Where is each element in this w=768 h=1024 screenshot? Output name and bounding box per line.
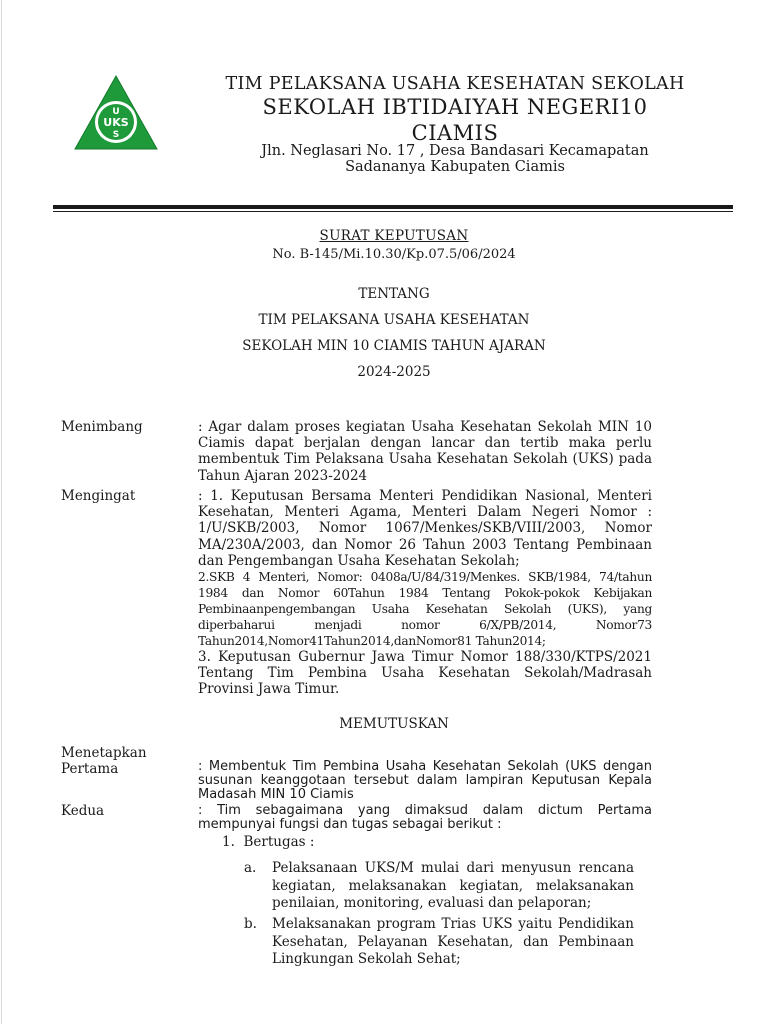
letterhead-thin-rule bbox=[53, 211, 733, 212]
pertama-paragraph: : Membentuk Tim Pembina Usaha Kesehatan Sekolah (UKS dengan susunan keanggotaan tersebut dalam lampiran Keputusan Kepala Madasah MIN 10 Ciamis bbox=[198, 759, 652, 802]
letterhead-line1: TIM PELAKSANA USAHA KESEHATAN SEKOLAH bbox=[225, 74, 685, 94]
menimbang-text bbox=[198, 419, 652, 484]
kedua-label: Kedua bbox=[61, 803, 105, 819]
decree-subject-line1: TIM PELAKSANA USAHA KESEHATAN bbox=[258, 312, 530, 328]
logo-letter-u: U bbox=[112, 107, 120, 117]
mengingat-text bbox=[198, 488, 652, 698]
letterhead-line2b: CIAMIS bbox=[411, 121, 499, 145]
mengingat-label: Mengingat bbox=[61, 488, 136, 504]
bertugas-number: 1. bbox=[222, 834, 235, 850]
address-line1: Jln. Neglasari No. 17 , Desa Bandasari Kecamapatan bbox=[261, 143, 649, 159]
bertugas-heading bbox=[222, 834, 314, 850]
task-a-text: Pelaksanaan UKS/M mulai dari menyusun rencana kegiatan, melaksanakan kegiatan, melaksanakan penilaian, monitoring, evaluasi dan pelaporan; bbox=[272, 860, 634, 911]
letterhead-line2a: SEKOLAH IBTIDAIYAH NEGERI10 bbox=[262, 95, 648, 119]
letterhead-address bbox=[218, 143, 692, 175]
task-a-letter: a. bbox=[244, 860, 257, 876]
logo-letter-s: S bbox=[112, 130, 120, 140]
decree-number: No. B-145/Mi.10.30/Kp.07.5/06/2024 bbox=[272, 247, 516, 262]
menimbang-label: Menimbang bbox=[61, 419, 143, 435]
mengingat-item-3: 3. Keputusan Gubernur Jawa Timur Nomor 188/330/KTPS/2021 Tentang Tim Pembina Usaha Kesehatan Sekolah/Madrasah Provinsi Jawa Timur. bbox=[198, 649, 652, 698]
task-b-letter: b. bbox=[244, 916, 257, 932]
page-edge-line bbox=[1, 0, 2, 1024]
decree-title bbox=[0, 228, 768, 244]
decree-subject-line2: SEKOLAH MIN 10 CIAMIS TAHUN AJARAN bbox=[242, 338, 546, 354]
logo-letters-uks: UKS bbox=[103, 116, 129, 129]
pertama-text bbox=[198, 760, 652, 802]
mengingat-item-1: : 1. Keputusan Bersama Menteri Pendidikan Nasional, Menteri Kesehatan, Menteri Agama, Menteri Dalam Negeri Nomor : 1/U/SKB/2003, Nomor 1067/Menkes/SKB/VIII/2003, Nomor MA/230A/2003, dan Nomor 26 Tahun 2003 Tentang Pembinaan dan Pengembangan Usaha Kesehatan Sekolah; bbox=[198, 488, 652, 569]
menimbang-paragraph: : Agar dalam proses kegiatan Usaha Kesehatan Sekolah MIN 10 Ciamis dapat berjalan dengan lancar dan tertib maka perlu membentuk Tim Pelaksana Usaha Kesehatan Sekolah (UKS) pada Tahun Ajaran 2023-2024 bbox=[198, 419, 652, 484]
kedua-paragraph: : Tim sebagaimana yang dimaksud dalam dictum Pertama mempunyai fungsi dan tugas sebagai berikut : bbox=[198, 803, 652, 832]
mengingat-item-2: 2.SKB 4 Menteri, Nomor: 0408a/U/84/319/Menkes. SKB/1984, 74/tahun 1984 dan Nomor 60Tahun 1984 Tentang Pokok-pokok Kebijakan Pembinaanpengembangan Usaha Kesehatan Sekolah (UKS), yang diperbaharui menjadi nomor 6/X/PB/2014, Nomor73 Tahun2014,Nomor41Tahun2014,danNomor81 Tahun2014; bbox=[198, 570, 652, 649]
letterhead-thick-rule bbox=[53, 205, 733, 209]
memutuskan-heading: MEMUTUSKAN bbox=[339, 716, 449, 732]
menetapkan-label: Menetapkan bbox=[61, 745, 147, 761]
bertugas-label: Bertugas : bbox=[243, 834, 315, 850]
address-line2: Sadananya Kabupaten Ciamis bbox=[345, 159, 565, 175]
decree-subject-line3: 2024-2025 bbox=[357, 364, 431, 380]
pertama-label: Pertama bbox=[61, 761, 119, 777]
letterhead-school-name bbox=[218, 94, 692, 146]
task-b-text: Melaksanakan program Trias UKS yaitu Pendidikan Kesehatan, Pelayanan Kesehatan, dan Pembinaan Lingkungan Sekolah Sehat; bbox=[272, 916, 634, 967]
uks-logo bbox=[73, 74, 159, 152]
decree-about: TENTANG bbox=[358, 286, 430, 302]
kedua-text bbox=[198, 804, 652, 832]
decree-title-text: SURAT KEPUTUSAN bbox=[319, 228, 469, 244]
